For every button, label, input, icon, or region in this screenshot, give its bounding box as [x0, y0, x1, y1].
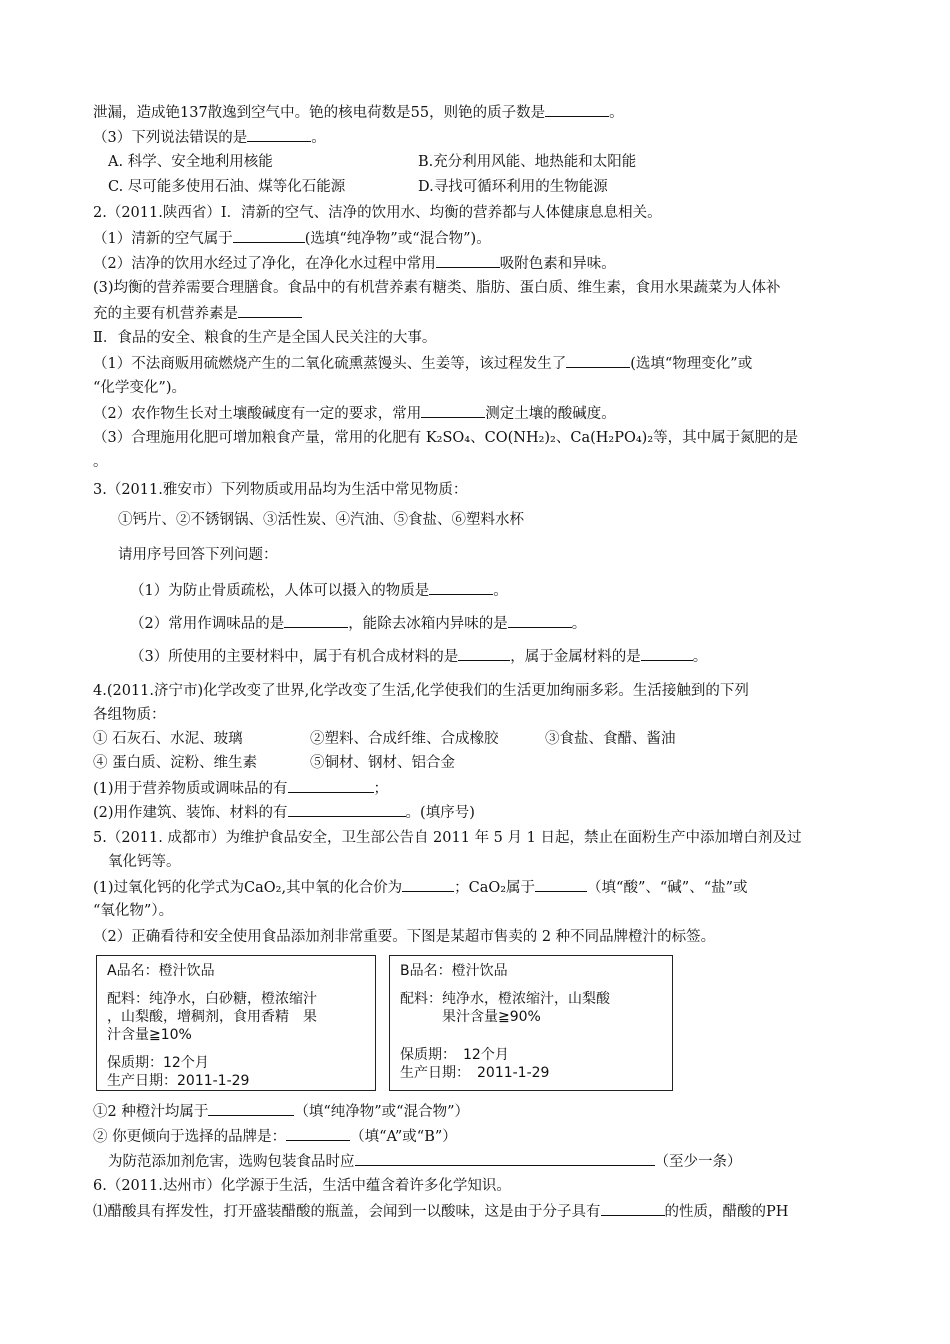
q4-group-4: ④ 蛋白质、淀粉、维生素 — [93, 755, 258, 771]
q6-sub-1: ⑴醋酸具有挥发性，打开盛装醋酸的瓶盖，会闻到一以酸味，这是由于分子具有 的性质，醋酸的PH — [93, 1201, 788, 1222]
q4-group-3: ③食盐、食醋、酱油 — [545, 731, 676, 747]
answer-blank[interactable] — [288, 802, 406, 817]
answer-blank[interactable] — [545, 102, 609, 117]
q2-ii-line-2: “化学变化”)。 — [93, 380, 186, 396]
label-a-ingredients-1: 配料：纯净水，白砂糖，橙浓缩汁 — [107, 991, 317, 1007]
label-a-production-date: 生产日期：2011-1-29 — [107, 1073, 250, 1089]
label-a-name: A品名：橙汁饮品 — [107, 963, 215, 979]
question-4-title: 4.(2011.济宁市)化学改变了世界,化学改变了生活,化学使我们的生活更加绚丽多彩。生活接触到的下列 — [93, 683, 749, 699]
answer-blank[interactable] — [508, 613, 572, 628]
question-2-title: 2.（2011.陕西省）Ⅰ．清新的空气、洁净的饮用水、均衡的营养都与人体健康息息相关。 — [93, 205, 662, 221]
answer-blank[interactable] — [601, 1201, 665, 1216]
q2-ii-line-4: （3）合理施用化肥可增加粮食产量，常用的化肥有 K₂SO₄、CO(NH₂)₂、Ca(H₂PO₄)₂等，其中属于氮肥的是 — [93, 430, 799, 446]
line-q3: （3）下列说法错误的是 。 — [93, 127, 326, 148]
q2-line-1: （1）清新的空气属于 (选填“纯净物”或“混合物”)。 — [93, 228, 491, 249]
juice-label-a — [96, 955, 376, 1091]
q4-group-5: ⑤铜材、钢材、铝合金 — [310, 755, 455, 771]
answer-blank[interactable] — [421, 403, 485, 418]
label-b-shelf-life: 保质期： 12个月 — [400, 1047, 509, 1063]
answer-blank[interactable] — [566, 353, 630, 368]
q2-ii-line-3: （2）农作物生长对土壤酸碱度有一定的要求，常用 测定土壤的酸碱度。 — [93, 403, 616, 424]
q3-instruction: 请用序号回答下列问题： — [118, 547, 278, 563]
label-b-name: B品名：橙汁饮品 — [400, 963, 508, 979]
label-a-ingredients-2: ，山梨酸，增稠剂，食用香精 果 — [107, 1009, 317, 1025]
label-a-shelf-life: 保质期：12个月 — [107, 1055, 209, 1071]
q3-sub-3: （3）所使用的主要材料中，属于有机合成材料的是 ，属于金属材料的是 。 — [130, 646, 707, 667]
q4-sub-2: (2)用作建筑、装饰、材料的有 。(填序号) — [93, 802, 475, 823]
answer-blank[interactable] — [247, 127, 311, 142]
juice-label-b — [389, 955, 673, 1091]
q3-items: ①钙片、②不锈钢锅、③活性炭、④汽油、⑤食盐、⑥塑料水杯 — [118, 512, 524, 528]
answer-blank[interactable] — [355, 1151, 655, 1166]
question-6-title: 6.（2011.达州市）化学源于生活，生活中蕴含着许多化学知识。 — [93, 1178, 511, 1194]
label-b-ingredients-2: 果汁含量≧90% — [400, 1009, 541, 1025]
question-5-title: 5.（2011. 成都市）为维护食品安全，卫生部公告自 2011 年 5 月 1 日起，禁止在面粉生产中添加增白剂及过 — [93, 830, 802, 846]
q5-sub-2-c: 为防范添加剂危害，选购包装食品时应 （至少一条） — [108, 1151, 742, 1172]
answer-blank[interactable] — [284, 613, 348, 628]
q3-sub-2: （2）常用作调味品的是 ，能除去冰箱内异味的是 。 — [130, 613, 586, 634]
q3-sub-1: （1）为防止骨质疏松，人体可以摄入的物质是 。 — [130, 580, 508, 601]
q2-ii-line-1: （1）不法商贩用硫燃烧产生的二氧化硫熏蒸馒头、生姜等，该过程发生了 (选填“物理变化”或 — [93, 353, 752, 374]
q5-sub-1: (1)过氧化钙的化学式为CaO₂,其中氧的化合价为 ；CaO₂属于 （填“酸”、“碱”、“盐”或 — [93, 877, 748, 898]
q4-group-2: ②塑料、合成纤维、合成橡胶 — [310, 731, 499, 747]
option-c: C. 尽可能多使用石油、煤等化石能源 — [108, 179, 346, 195]
answer-blank[interactable] — [238, 303, 302, 318]
label-a-ingredients-3: 汁含量≧10% — [107, 1027, 192, 1043]
q2-ii-line-5: 。 — [93, 454, 108, 470]
q2-line-3: (3)均衡的营养需要合理膳食。食品中的有机营养素有糖类、脂肪、蛋白质、维生素，食用水果蔬菜为人体补 — [93, 280, 781, 296]
q4-group-1: ① 石灰石、水泥、玻璃 — [93, 731, 243, 747]
q5-sub-2: （2）正确看待和安全使用食品添加剂非常重要。下图是某超市售卖的 2 种不同品牌橙汁的标签。 — [93, 929, 716, 945]
answer-blank[interactable] — [641, 646, 693, 661]
q5-sub-2-a: ①2 种橙汁均属于 （填“纯净物”或“混合物”） — [93, 1101, 469, 1122]
option-d: D.寻找可循环利用的生物能源 — [418, 179, 608, 195]
answer-blank[interactable] — [429, 580, 493, 595]
question-3-title: 3.（2011.雅安市）下列物质或用品均为生活中常见物质： — [93, 482, 468, 498]
option-a: A. 科学、安全地利用核能 — [108, 154, 273, 170]
q4-sub-1: (1)用于营养物质或调味品的有 ； — [93, 778, 388, 799]
q2-line-2: （2）洁净的饮用水经过了净化，在净化水过程中常用 吸附色素和异味。 — [93, 253, 616, 274]
label-b-ingredients-1: 配料：纯净水，橙浓缩汁，山梨酸 — [400, 991, 610, 1007]
q5-line-2: 氧化钙等。 — [108, 854, 181, 870]
answer-blank[interactable] — [535, 877, 587, 892]
q4-line-2: 各组物质： — [93, 707, 166, 723]
line-cesium: 泄漏，造成铯137散逸到空气中。铯的核电荷数是55，则铯的质子数是 。 — [93, 102, 624, 123]
q2-part-2-title: Ⅱ．食品的安全、粮食的生产是全国人民关注的大事。 — [93, 330, 437, 346]
answer-blank[interactable] — [288, 778, 374, 793]
q2-line-4: 充的主要有机营养素是 — [93, 303, 302, 324]
answer-blank[interactable] — [402, 877, 454, 892]
answer-blank[interactable] — [458, 646, 510, 661]
answer-blank[interactable] — [208, 1101, 294, 1116]
answer-blank[interactable] — [436, 253, 500, 268]
option-b: B.充分利用风能、地热能和太阳能 — [418, 154, 637, 170]
label-b-production-date: 生产日期： 2011-1-29 — [400, 1065, 550, 1081]
q5-sub-1-cont: “氧化物”）。 — [93, 903, 174, 919]
q5-sub-2-b: ② 你更倾向于选择的品牌是： （填“A”或“B”） — [93, 1126, 457, 1147]
answer-blank[interactable] — [233, 228, 305, 243]
answer-blank[interactable] — [286, 1126, 350, 1141]
